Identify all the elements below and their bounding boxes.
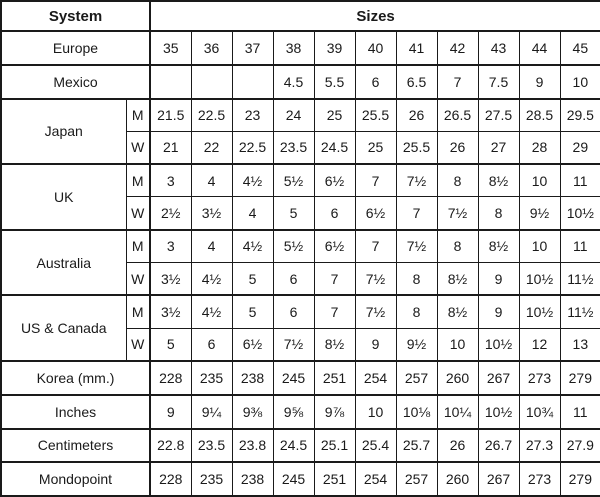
cell-mexico-0 — [150, 65, 191, 99]
cell-australia-w-7: 8½ — [437, 263, 478, 296]
cell-uk-w-1: 3½ — [191, 197, 232, 230]
cell-uk-w-4: 6 — [314, 197, 355, 230]
cell-inches-8: 10½ — [478, 395, 519, 429]
cell-uk-w-9: 9½ — [519, 197, 560, 230]
cell-centimeters-5: 25.4 — [355, 429, 396, 463]
cell-korea-mm-8: 267 — [478, 361, 519, 395]
cell-europe-0: 35 — [150, 31, 191, 65]
cell-japan-w-4: 24.5 — [314, 131, 355, 164]
cell-korea-mm-1: 235 — [191, 361, 232, 395]
cell-uk-m-7: 8 — [437, 164, 478, 197]
cell-inches-0: 9 — [150, 395, 191, 429]
cell-mondopoint-2: 238 — [232, 462, 273, 496]
cell-us-canada-m-7: 8½ — [437, 295, 478, 328]
cell-uk-m-4: 6½ — [314, 164, 355, 197]
cell-japan-m-0: 21.5 — [150, 99, 191, 132]
cell-mondopoint-10: 279 — [560, 462, 600, 496]
cell-uk-w-8: 8 — [478, 197, 519, 230]
cell-australia-w-10: 11½ — [560, 263, 600, 296]
row-label-australia: Australia — [1, 230, 126, 296]
cell-japan-w-3: 23.5 — [273, 131, 314, 164]
cell-inches-7: 10¼ — [437, 395, 478, 429]
row-label-mexico: Mexico — [1, 65, 150, 99]
men-label-us-canada: M — [126, 295, 150, 328]
cell-uk-w-6: 7 — [396, 197, 437, 230]
cell-uk-w-7: 7½ — [437, 197, 478, 230]
cell-mondopoint-5: 254 — [355, 462, 396, 496]
cell-us-canada-m-1: 4½ — [191, 295, 232, 328]
cell-mondopoint-6: 257 — [396, 462, 437, 496]
sizes-column-header: Sizes — [150, 1, 600, 31]
cell-australia-m-1: 4 — [191, 230, 232, 263]
cell-japan-m-5: 25.5 — [355, 99, 396, 132]
cell-australia-m-0: 3 — [150, 230, 191, 263]
cell-korea-mm-5: 254 — [355, 361, 396, 395]
cell-us-canada-m-5: 7½ — [355, 295, 396, 328]
cell-inches-6: 10⅛ — [396, 395, 437, 429]
cell-us-canada-w-1: 6 — [191, 328, 232, 361]
cell-japan-w-1: 22 — [191, 131, 232, 164]
cell-australia-w-8: 9 — [478, 263, 519, 296]
row-australia-men — [1, 230, 600, 263]
cell-japan-m-3: 24 — [273, 99, 314, 132]
men-label-japan: M — [126, 99, 150, 132]
cell-korea-mm-10: 279 — [560, 361, 600, 395]
row-korea-mm — [1, 361, 600, 395]
cell-korea-mm-9: 273 — [519, 361, 560, 395]
row-label-europe: Europe — [1, 31, 150, 65]
women-label-us-canada: W — [126, 328, 150, 361]
cell-mondopoint-0: 228 — [150, 462, 191, 496]
cell-korea-mm-3: 245 — [273, 361, 314, 395]
cell-uk-m-3: 5½ — [273, 164, 314, 197]
cell-inches-5: 10 — [355, 395, 396, 429]
cell-japan-w-7: 26 — [437, 131, 478, 164]
cell-japan-m-6: 26 — [396, 99, 437, 132]
cell-uk-w-3: 5 — [273, 197, 314, 230]
cell-centimeters-4: 25.1 — [314, 429, 355, 463]
cell-korea-mm-6: 257 — [396, 361, 437, 395]
row-label-inches: Inches — [1, 395, 150, 429]
cell-uk-m-8: 8½ — [478, 164, 519, 197]
cell-us-canada-m-9: 10½ — [519, 295, 560, 328]
cell-korea-mm-7: 260 — [437, 361, 478, 395]
cell-us-canada-w-10: 13 — [560, 328, 600, 361]
cell-uk-w-10: 10½ — [560, 197, 600, 230]
cell-australia-m-2: 4½ — [232, 230, 273, 263]
cell-mexico-8: 7.5 — [478, 65, 519, 99]
cell-inches-1: 9¼ — [191, 395, 232, 429]
row-label-japan: Japan — [1, 99, 126, 165]
cell-australia-m-6: 7½ — [396, 230, 437, 263]
men-label-australia: M — [126, 230, 150, 263]
cell-mexico-9: 9 — [519, 65, 560, 99]
cell-mondopoint-1: 235 — [191, 462, 232, 496]
cell-japan-w-8: 27 — [478, 131, 519, 164]
cell-uk-m-1: 4 — [191, 164, 232, 197]
row-centimeters — [1, 429, 600, 463]
cell-centimeters-9: 27.3 — [519, 429, 560, 463]
table-body — [1, 31, 600, 496]
cell-europe-6: 41 — [396, 31, 437, 65]
cell-australia-m-10: 11 — [560, 230, 600, 263]
cell-us-canada-w-5: 9 — [355, 328, 396, 361]
cell-mondopoint-7: 260 — [437, 462, 478, 496]
cell-mexico-6: 6.5 — [396, 65, 437, 99]
cell-australia-m-5: 7 — [355, 230, 396, 263]
cell-australia-w-3: 6 — [273, 263, 314, 296]
cell-mexico-10: 10 — [560, 65, 600, 99]
cell-centimeters-8: 26.7 — [478, 429, 519, 463]
cell-mexico-3: 4.5 — [273, 65, 314, 99]
cell-europe-2: 37 — [232, 31, 273, 65]
cell-centimeters-0: 22.8 — [150, 429, 191, 463]
cell-europe-9: 44 — [519, 31, 560, 65]
cell-japan-m-8: 27.5 — [478, 99, 519, 132]
cell-japan-w-9: 28 — [519, 131, 560, 164]
cell-japan-m-2: 23 — [232, 99, 273, 132]
row-mexico — [1, 65, 600, 99]
cell-centimeters-7: 26 — [437, 429, 478, 463]
row-label-uk: UK — [1, 164, 126, 230]
cell-us-canada-w-0: 5 — [150, 328, 191, 361]
cell-mondopoint-9: 273 — [519, 462, 560, 496]
women-label-japan: W — [126, 131, 150, 164]
cell-mondopoint-4: 251 — [314, 462, 355, 496]
cell-australia-w-5: 7½ — [355, 263, 396, 296]
cell-uk-m-5: 7 — [355, 164, 396, 197]
cell-europe-1: 36 — [191, 31, 232, 65]
cell-mexico-4: 5.5 — [314, 65, 355, 99]
cell-mondopoint-8: 267 — [478, 462, 519, 496]
cell-centimeters-1: 23.5 — [191, 429, 232, 463]
cell-japan-w-6: 25.5 — [396, 131, 437, 164]
cell-us-canada-m-10: 11½ — [560, 295, 600, 328]
cell-australia-w-4: 7 — [314, 263, 355, 296]
row-label-korea-mm: Korea (mm.) — [1, 361, 150, 395]
cell-us-canada-m-8: 9 — [478, 295, 519, 328]
cell-mexico-5: 6 — [355, 65, 396, 99]
cell-us-canada-w-8: 10½ — [478, 328, 519, 361]
cell-uk-w-0: 2½ — [150, 197, 191, 230]
cell-mexico-1 — [191, 65, 232, 99]
cell-inches-9: 10¾ — [519, 395, 560, 429]
row-label-us-canada: US & Canada — [1, 295, 126, 361]
cell-australia-m-9: 10 — [519, 230, 560, 263]
cell-europe-10: 45 — [560, 31, 600, 65]
row-japan-men — [1, 99, 600, 132]
cell-us-canada-m-2: 5 — [232, 295, 273, 328]
cell-us-canada-w-6: 9½ — [396, 328, 437, 361]
cell-korea-mm-4: 251 — [314, 361, 355, 395]
row-mondopoint — [1, 462, 600, 496]
cell-australia-w-9: 10½ — [519, 263, 560, 296]
cell-uk-w-5: 6½ — [355, 197, 396, 230]
cell-korea-mm-0: 228 — [150, 361, 191, 395]
cell-us-canada-w-7: 10 — [437, 328, 478, 361]
cell-japan-m-7: 26.5 — [437, 99, 478, 132]
row-label-centimeters: Centimeters — [1, 429, 150, 463]
cell-us-canada-m-0: 3½ — [150, 295, 191, 328]
cell-inches-3: 9⅝ — [273, 395, 314, 429]
cell-europe-5: 40 — [355, 31, 396, 65]
system-column-header: System — [1, 1, 150, 31]
cell-japan-w-10: 29 — [560, 131, 600, 164]
row-inches — [1, 395, 600, 429]
cell-australia-m-4: 6½ — [314, 230, 355, 263]
cell-uk-m-6: 7½ — [396, 164, 437, 197]
women-label-australia: W — [126, 263, 150, 296]
cell-japan-w-0: 21 — [150, 131, 191, 164]
row-uk-men — [1, 164, 600, 197]
cell-centimeters-10: 27.9 — [560, 429, 600, 463]
cell-inches-4: 9⅞ — [314, 395, 355, 429]
cell-us-canada-w-2: 6½ — [232, 328, 273, 361]
cell-japan-w-5: 25 — [355, 131, 396, 164]
cell-japan-m-9: 28.5 — [519, 99, 560, 132]
cell-australia-m-7: 8 — [437, 230, 478, 263]
cell-australia-w-1: 4½ — [191, 263, 232, 296]
row-us-canada-men — [1, 295, 600, 328]
cell-us-canada-m-6: 8 — [396, 295, 437, 328]
cell-uk-m-9: 10 — [519, 164, 560, 197]
cell-australia-m-8: 8½ — [478, 230, 519, 263]
cell-europe-7: 42 — [437, 31, 478, 65]
cell-australia-w-6: 8 — [396, 263, 437, 296]
cell-mexico-2 — [232, 65, 273, 99]
cell-inches-2: 9⅜ — [232, 395, 273, 429]
cell-us-canada-m-4: 7 — [314, 295, 355, 328]
cell-australia-m-3: 5½ — [273, 230, 314, 263]
women-label-uk: W — [126, 197, 150, 230]
cell-us-canada-w-9: 12 — [519, 328, 560, 361]
cell-australia-w-0: 3½ — [150, 263, 191, 296]
cell-japan-m-10: 29.5 — [560, 99, 600, 132]
cell-australia-w-2: 5 — [232, 263, 273, 296]
row-label-mondopoint: Mondopoint — [1, 462, 150, 496]
cell-europe-8: 43 — [478, 31, 519, 65]
men-label-uk: M — [126, 164, 150, 197]
cell-europe-4: 39 — [314, 31, 355, 65]
row-europe — [1, 31, 600, 65]
cell-uk-m-0: 3 — [150, 164, 191, 197]
cell-centimeters-2: 23.8 — [232, 429, 273, 463]
cell-europe-3: 38 — [273, 31, 314, 65]
cell-japan-m-1: 22.5 — [191, 99, 232, 132]
cell-japan-w-2: 22.5 — [232, 131, 273, 164]
cell-us-canada-w-3: 7½ — [273, 328, 314, 361]
cell-japan-m-4: 25 — [314, 99, 355, 132]
cell-centimeters-3: 24.5 — [273, 429, 314, 463]
cell-korea-mm-2: 238 — [232, 361, 273, 395]
cell-mondopoint-3: 245 — [273, 462, 314, 496]
cell-uk-m-10: 11 — [560, 164, 600, 197]
cell-uk-m-2: 4½ — [232, 164, 273, 197]
cell-us-canada-w-4: 8½ — [314, 328, 355, 361]
cell-inches-10: 11 — [560, 395, 600, 429]
cell-uk-w-2: 4 — [232, 197, 273, 230]
cell-mexico-7: 7 — [437, 65, 478, 99]
header-row — [1, 1, 600, 31]
cell-centimeters-6: 25.7 — [396, 429, 437, 463]
cell-us-canada-m-3: 6 — [273, 295, 314, 328]
